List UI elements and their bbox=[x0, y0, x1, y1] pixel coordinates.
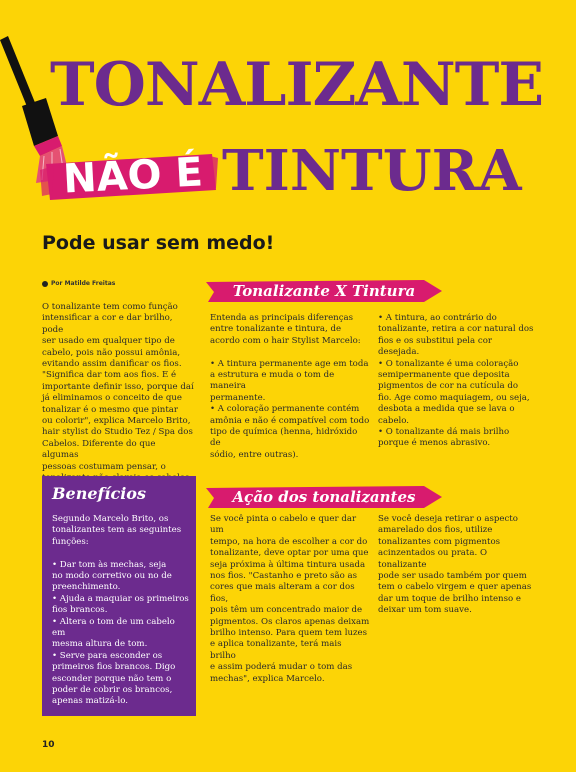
section2-col-a bbox=[210, 514, 370, 685]
intro-line: pessoas costumam pensar, o bbox=[42, 461, 166, 472]
bullet-line: • O tonalizante é uma coloração bbox=[378, 358, 519, 369]
text-line: funções: bbox=[52, 536, 89, 547]
text-line: amônia e não é compatível com todo bbox=[210, 415, 370, 426]
text-line: fio. Age como maquiagem, ou seja, bbox=[378, 392, 530, 403]
bullet-line: • Ajuda a maquiar os primeiros bbox=[52, 593, 189, 604]
text-line: acordo com o hair Stylist Marcelo: bbox=[210, 335, 361, 346]
article-subtitle: Pode usar sem medo! bbox=[42, 232, 275, 254]
byline-bullet-icon bbox=[42, 281, 48, 287]
text-line: tempo, na hora de escolher a cor do bbox=[210, 536, 368, 547]
bullet-line: • A tintura, ao contrário do bbox=[378, 313, 497, 323]
text-line: nos fios. "Castanho e preto são as bbox=[210, 571, 358, 582]
intro-line: cabelo, pois não possui amônia, bbox=[42, 347, 181, 358]
text-line: mechas", explica Marcelo. bbox=[210, 673, 325, 684]
text-line: apenas matizá-lo. bbox=[52, 696, 129, 707]
text-line: tipo de química (henna, hidróxido de bbox=[210, 427, 358, 449]
text-line: tonalizante, deve optar por uma que bbox=[210, 548, 369, 559]
intro-line: O tonalizante tem como função bbox=[42, 302, 178, 312]
text-line: seja próxima à última tintura usada bbox=[210, 559, 366, 570]
text-line: preenchimento. bbox=[52, 582, 121, 593]
text-line: entre tonalizante e tintura, de bbox=[210, 324, 342, 335]
text-line: pigmentos de cor na cutícula do bbox=[378, 381, 519, 392]
text-line: tonalizantes com pigmentos bbox=[378, 536, 501, 547]
bullet-line: • Serve para esconder os bbox=[52, 650, 163, 661]
bullet-line: • A coloração permanente contém bbox=[210, 404, 360, 415]
text-line: desbota a medida que se lava o bbox=[378, 404, 515, 415]
benefits-text bbox=[52, 514, 190, 708]
section-heading: Tonalizante X Tintura bbox=[232, 282, 416, 300]
text-line: acinzentados ou prata. O tonalizante bbox=[378, 548, 488, 570]
text-line: fios e os substitui pela cor desejada. bbox=[378, 335, 492, 358]
text-line: cabelo. bbox=[378, 415, 410, 426]
section1-col-b bbox=[378, 313, 534, 450]
text-line: poder de cobrir os brancos, bbox=[52, 685, 173, 696]
bullet-line: • Altera o tom de um cabelo em bbox=[52, 616, 175, 639]
text-line: sódio, entre outras). bbox=[210, 449, 299, 460]
page-number: 10 bbox=[42, 740, 55, 750]
bullet-line: • A tintura permanente age em toda bbox=[210, 358, 369, 369]
title-highlight: NÃO É bbox=[62, 149, 204, 203]
intro-line: tonalizar é o mesmo que pintar bbox=[42, 404, 179, 415]
text-line: semipermanente que deposita bbox=[378, 370, 510, 381]
text-line: tonalizantes tem as seguintes bbox=[52, 525, 182, 536]
text-line: permanente. bbox=[210, 392, 266, 403]
text-line: esconder porque não tem o bbox=[52, 673, 172, 684]
title-line-2: TINTURA bbox=[222, 138, 522, 204]
text-line: amarelado dos fios, utilize bbox=[378, 525, 493, 536]
text-line: pigmentos. Os claros apenas deixam bbox=[210, 616, 370, 627]
intro-line: ou colorir", explica Marcelo Brito, bbox=[42, 416, 191, 427]
title-line-1: TONALIZANTE bbox=[50, 50, 544, 120]
text-line: mesma altura de tom. bbox=[52, 639, 148, 650]
intro-paragraph bbox=[42, 302, 194, 485]
benefits-heading: Benefícios bbox=[52, 484, 146, 503]
intro-line: já eliminamos o conceito de que bbox=[42, 393, 182, 404]
text-line: tonalizante, retira a cor natural dos bbox=[378, 324, 534, 335]
text-line: e assim poderá mudar o tom das bbox=[210, 662, 353, 673]
text-line: primeiros fios brancos. Digo bbox=[52, 662, 176, 673]
byline-text: Por Matilde Freitas bbox=[51, 280, 116, 287]
section2-col-b bbox=[378, 514, 534, 617]
text-line: dar um toque de brilho intenso e bbox=[378, 593, 521, 604]
intro-line: evitando assim danificar os fios. bbox=[42, 359, 182, 370]
text-line: Se você deseja retirar o aspecto bbox=[378, 514, 518, 524]
byline bbox=[42, 280, 115, 287]
text-line: brilho intenso. Para quem tem luzes bbox=[210, 628, 368, 639]
bullet-line: • Dar tom às mechas, seja bbox=[52, 559, 167, 570]
section-heading-banner bbox=[206, 484, 442, 510]
intro-line: "Significa dar tom aos fios. E é bbox=[42, 370, 177, 381]
text-line: pode ser usado também por quem bbox=[378, 571, 527, 582]
section-heading: Ação dos tonalizantes bbox=[232, 488, 416, 506]
text-line: no modo corretivo ou no de bbox=[52, 571, 172, 582]
text-line: porque é menos abrasivo. bbox=[378, 438, 491, 449]
text-line: Entenda as principais diferenças bbox=[210, 313, 354, 323]
text-line: cores que mais alteram a cor dos fios, bbox=[210, 582, 355, 604]
intro-line: ser usado em qualquer tipo de bbox=[42, 336, 175, 347]
intro-line: hair stylist do Studio Tez / Spa dos bbox=[42, 427, 193, 438]
bullet-line: • O tonalizante dá mais brilho bbox=[378, 427, 510, 438]
text-line: Segundo Marcelo Brito, os bbox=[52, 514, 169, 524]
intro-line: importante definir isso, porque daí bbox=[42, 381, 194, 392]
section1-col-a bbox=[210, 313, 370, 461]
text-line: deixar um tom suave. bbox=[378, 605, 472, 616]
intro-line: intensificar a cor e dar brilho, pode bbox=[42, 313, 173, 335]
text-line: fios brancos. bbox=[52, 605, 108, 616]
text-line: tem o cabelo virgem e quer apenas bbox=[378, 582, 532, 593]
text-line: e aplica tonalizante, terá mais brilho bbox=[210, 639, 342, 661]
text-line: a estrutura e muda o tom de maneira bbox=[210, 370, 335, 392]
text-line: Se você pinta o cabelo e quer dar um bbox=[210, 514, 357, 536]
intro-line: Cabelos. Diferente do que algumas bbox=[42, 438, 156, 461]
text-line: pois têm um concentrado maior de bbox=[210, 605, 363, 616]
section-heading-banner bbox=[206, 278, 442, 304]
